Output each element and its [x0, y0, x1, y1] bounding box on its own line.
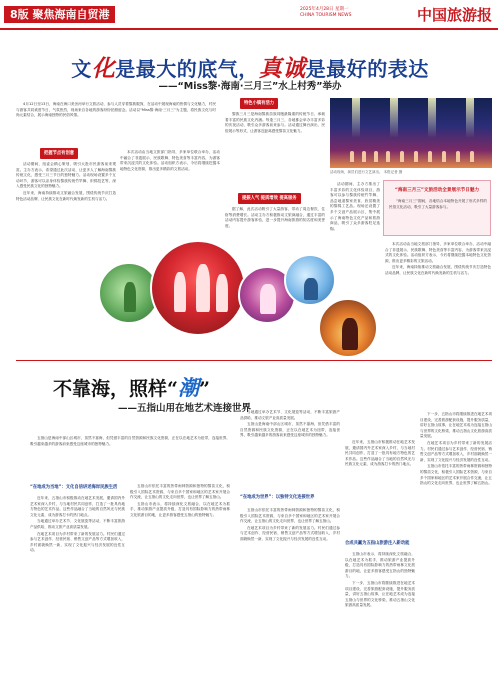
paragraph: 4月12日至13日，海南在海口美舍河举行文旅活动，参与人员穿着黎族服饰，在活动中展现海南的热情与文化魅力，村民与游客共同欢度节日，气氛热烈，现场来自各地的游客纷纷拍照留念。活动以“Miss黎·海南·三月三”为主题，将民族文化与时尚元素结合，展示海南独特的民俗风情。: [16, 102, 216, 118]
page-section-tag: 8版 聚焦海南自贸港: [4, 6, 115, 23]
story2-column2: [130, 484, 230, 692]
callout-title: “海南三月三”文旅活动全景展示节日魅力: [394, 188, 480, 193]
performer-figure: [442, 151, 446, 162]
story2-headline: [53, 372, 210, 402]
stage-light: [466, 98, 474, 138]
paragraph: 近年来，五指山市积极推动在地艺术发展，邀请国内外艺术家深入乡村，与当地村民共同创作，打造了一批具有地方特色的艺术作品。这些作品融合了当地的自然风光与民族文化元素，成为游客打卡的热门地点。: [345, 440, 415, 467]
story-divider: [16, 360, 492, 361]
story2-section1-text: [30, 496, 125, 692]
stage-light: [428, 98, 436, 138]
story2-intro: [30, 436, 230, 474]
stage-photo-caption: 活动现场，演员们进行文艺演出。 本报记者 摄: [330, 170, 403, 174]
runner-figure: [174, 272, 186, 312]
paragraph: 下一步，五指山市将继续推进在地艺术项目建设，完善旅游配套设施，提升服务质量，讲好五指山故事，让在地艺术成为连接五指山与世界的文化桥梁，推动五指山文化旅游高质量发展。: [420, 412, 492, 439]
story2-section3-text: [345, 552, 415, 692]
paragraph: 五指山是海南中部山区城市，虽然不靠海，但凭借丰富的自然资源和民族文化资源，正在以在地艺术为纽带，连接世界，吸引越来越多的游客前来感受这座城市的独特魅力。: [30, 436, 230, 446]
performer-figure: [362, 151, 366, 162]
performer-figure: [428, 151, 432, 162]
paragraph: 五指山市依托丰富的热带雨林资源和独特的黎苗文化，积极引入国际艺术资源，与来自多个国家和地区的艺术家开展合作交流，让五指山的文化走向世界，也让世界了解五指山。: [130, 484, 230, 500]
paragraph: 活动期间，主办方推出了丰富多彩的文化体验项目，游客可以参与黎族传统竹竿舞、品尝地道黎家美食、欣赏精美的黎锦工艺品。现场还设置了多个文创产品展示区，集中展示了海南特色文化产品和旅游商品，吸引了众多游客驻足选购。: [330, 182, 380, 231]
stage-performance-photo: [330, 98, 492, 168]
paragraph: 五指山市依托丰富的热带雨林资源和独特的黎苗文化，积极引入国际艺术资源，与来自多个国家和地区的艺术家开展合作交流，让五指山的文化走向世界，也让世界了解五指山。: [240, 508, 340, 524]
paragraph: 近年来，五指山市积极推动在地艺术发展，邀请国内外艺术家深入乡村，与当地村民共同创作，打造了一批具有地方特色的艺术作品。这些作品融合了当地的自然风光与民族文化元素，成为游客打卡的热门地点。: [30, 496, 125, 517]
story1-section3-text: [225, 112, 325, 192]
story1-right-text: [330, 182, 380, 298]
paragraph: 五指山市表示，将持续深化文旅融合，以在地艺术为抓手，推动旅游产业提质升级，打造具有国际影响力的热带雨林文化旅游目的地，让更多游客感受五指山的独特魅力。: [130, 501, 230, 517]
story1-section1-title: 把握节点有创意: [40, 148, 78, 159]
publisher-name: CHINA TOURISM NEWS: [300, 13, 352, 18]
masthead-rule: [0, 28, 498, 30]
paragraph: 在地艺术项目为乡村带来了新的发展活力。村民们通过参与艺术创作、经营民宿、销售文创产品等方式增加收入，乡村面貌焕然一新，实现了文化振兴与经济发展的良性互动。: [30, 531, 125, 553]
callout-text: [389, 199, 487, 233]
story2-section2-title: “在地成为世界”：以独特文化连接世界: [240, 495, 315, 500]
performer-figure: [350, 151, 354, 162]
paragraph: 黎族三月三是海南黎族苗族同胞最隆重的传统节日，承载着丰富的民族文化内涵。每逢三月三，各地都会举办丰富多彩的庆祝活动，吸引众多游客前来参与。活动通过舞台演出、民俗展示等形式，让游客近距离感受黎苗文化魅力。: [225, 112, 325, 133]
figure: [124, 282, 136, 312]
collage-photo-sky: [284, 254, 336, 306]
paragraph: 近年来，海南持续推动文旅融合发展，围绕传统节庆打造特色活动品牌，让民族文化在新时代焕发新的生机与活力。: [16, 190, 116, 201]
paragraph: 本次活动由当地文旅部门指导，多家单位联合举办，活动中融合了非遗展示、民族歌舞、特色美食等丰富内容，为游客带来沉浸式的文化体验。活动组织方表示，今后将继续挖掘本地特色文化资源，推出更多精彩的文旅活动。: [120, 150, 220, 171]
performer-figure: [470, 151, 474, 162]
figure: [342, 318, 358, 350]
issue-date: 2025年4月28日 星期一: [300, 7, 349, 12]
paragraph: 五指山市依托丰富的热带雨林资源和独特的黎苗文化，积极引入国际艺术资源，与来自多个国家和地区的艺术家开展合作交流，让五指山的文化走向世界，也让世界了解五指山。: [420, 464, 492, 486]
performer-figure: [400, 151, 404, 162]
story1-subheadline: ——“Miss黎·海南·三月三”水上村秀”举办: [158, 81, 342, 92]
paragraph: 五指山市表示，将持续深化文旅融合，以在地艺术为抓手，推动旅游产业提质升级，打造具有国际影响力的热带雨林文化旅游目的地，让更多游客感受五指山的独特魅力。: [345, 552, 415, 579]
runner-figure: [196, 264, 210, 312]
headline-part: 不靠海，照样“: [53, 378, 178, 400]
masthead: [0, 0, 498, 30]
issue-meta: [300, 7, 351, 19]
headline-part: 是最大的底气，: [115, 57, 259, 81]
story1-section1-text: [16, 162, 116, 236]
story2-section1-title: “在地成为当地”：文化自信讲述海岸民族生活: [30, 485, 118, 490]
stage-light: [390, 98, 398, 138]
headline-part: 文: [71, 57, 92, 81]
story2-subheadline: ——五指山用在地艺术连接世界: [118, 403, 252, 414]
dancer-figure: [260, 284, 276, 314]
stage-light: [352, 98, 360, 138]
paragraph: 在地艺术项目为乡村带来了新的发展活力。村民们通过参与艺术创作、经营民宿、销售文创产品等方式增加收入，乡村面貌焕然一新，实现了文化振兴与经济发展的良性互动。: [240, 525, 340, 541]
runner-figure: [216, 274, 228, 312]
paragraph: 在地艺术项目为乡村带来了新的发展活力。村民们通过参与艺术创作、经营民宿、销售文创产品等方式增加收入，乡村面貌焕然一新，实现了文化振兴与经济发展的良性互动。: [420, 440, 492, 462]
headline-accent: 真诚: [258, 55, 306, 82]
paragraph: 下一步，五指山市将继续推进在地艺术项目建设，完善旅游配套设施，提升服务质量，讲好五指山故事，让在地艺术成为连接五指山与世界的文化桥梁，推动五指山文化旅游高质量发展。: [345, 580, 415, 608]
story2-column4: [345, 440, 415, 500]
headline-accent: 化: [91, 55, 116, 82]
performer-figure: [374, 151, 378, 162]
newspaper-logo: 中国旅游报: [416, 6, 492, 24]
paragraph: 当地通过举办艺术节、文化展览等活动，不断丰富旅游产品供给，推动文旅产业高质量发展。: [30, 519, 125, 529]
story2-column3: [240, 410, 340, 490]
headline-part: 是最好的表达: [305, 57, 429, 81]
performer-figure: [456, 151, 460, 162]
story2-section2-text: [240, 508, 340, 692]
paragraph: 活动期间，组委会精心策划，吸引大批市民游客前来观赏。主办方表示，希望通过此次活动，让更多人了解海南黎族传统文化，感受三月三节日的独特魅力。活动现场设置多个互动环节，游客可以亲身体验黎族传统竹竿舞、织锦技艺等，深入感受民族文化的独特魅力。: [16, 162, 116, 189]
story1-column2: [120, 150, 220, 236]
paragraph: “海南三月三”期间，各地结合本地特色开展了形式多样的民俗文化活动，吸引了大量游客参与。: [389, 199, 487, 209]
story2-far-right-text: [420, 412, 492, 692]
paragraph: 本次活动由当地文旅部门指导，多家单位联合举办，活动中融合了非遗展示、民族歌舞、特色美食等丰富内容，为游客带来沉浸式的文化体验。活动组织方表示，今后将继续挖掘本地特色文化资源，推出更多精彩的文旅活动。: [385, 242, 491, 263]
story1-intro: [16, 102, 216, 146]
collage-photo-runners: [150, 240, 246, 336]
headline-part: ”: [198, 378, 210, 400]
performer-figure: [386, 151, 390, 162]
story1-section4-title: 提振人气 提质增效 提高服务: [238, 193, 301, 204]
paragraph: 当地通过举办艺术节、文化展览等活动，不断丰富旅游产品供给，推动文旅产业高质量发展。: [240, 410, 340, 420]
story2-section3-title: 合成共赢为五指山旅游注入新动能: [345, 541, 410, 546]
sidebar-callout-box: [383, 180, 491, 236]
story1-section3-title: 特色小镇有活力: [240, 98, 278, 109]
collage-photo-stage: [318, 298, 378, 358]
paragraph: 近年来，海南持续推动文旅融合发展，围绕传统节庆打造特色活动品牌，让民族文化在新时代焕发新的生机与活力。: [385, 265, 491, 275]
headline-accent: 潮: [177, 375, 199, 400]
paragraph: 据了解，此次活动吸引了大量游客，带动了周边餐饮、住宿等消费增长。活动主办方积极推动文旅商融合，通过丰富的活动内容提升游客体验，进一步提升海南旅游的知名度和美誉度。: [225, 207, 325, 228]
story1-far-right-text: [385, 242, 491, 352]
performer-figure: [414, 151, 418, 162]
paragraph: 五指山是海南中部山区城市，虽然不靠海，但凭借丰富的自然资源和民族文化资源，正在以在地艺术为纽带，连接世界，吸引越来越多的游客前来感受这座城市的独特魅力。: [240, 422, 340, 438]
figure: [304, 278, 318, 300]
